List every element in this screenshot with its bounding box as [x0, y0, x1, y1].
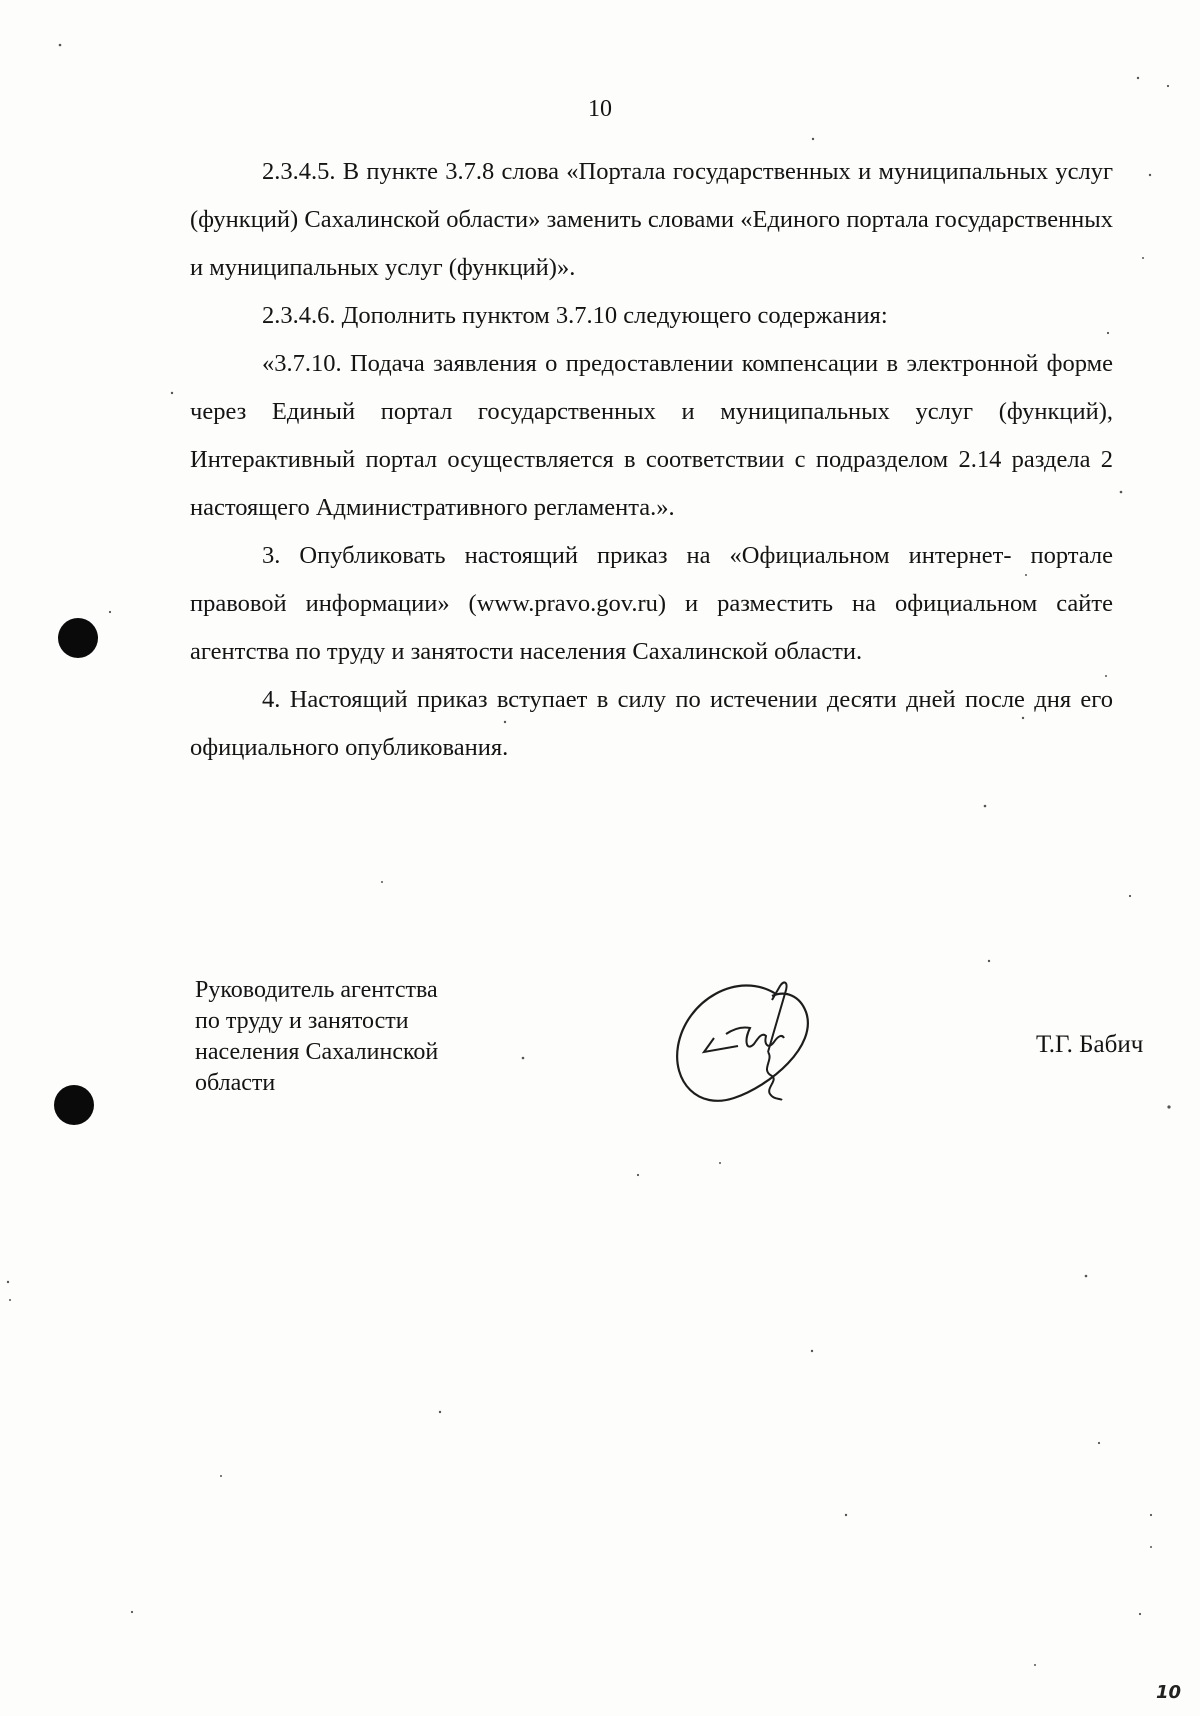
document-body: [190, 148, 1113, 772]
paragraph-2-3-4-5: [190, 148, 1113, 292]
signatory-position: [195, 975, 438, 1099]
paragraph-line: «Единого портала государственных и муниципальных услуг (функций)».: [190, 206, 1113, 281]
paragraph-line: электронной форме через Единый портал государственных и муниципальных: [190, 350, 1114, 425]
punch-hole: [54, 1085, 94, 1125]
signer-name: Т.Г. Бабич: [1036, 1031, 1144, 1058]
paragraph-line: области.: [774, 638, 863, 665]
paragraph-line: 2.3.4.5. В пункте 3.7.8 слова «Портала государственных и: [262, 158, 872, 185]
paragraph-4: [190, 676, 1113, 772]
paragraph-line: услуг (функций), Интерактивный портал осуществляется в соответствии с: [190, 398, 1114, 473]
paragraph-line: 2.3.4.6. Дополнить пунктом 3.7.10 следующего содержания:: [262, 302, 888, 329]
position-line: Руководитель агентства: [195, 977, 438, 1003]
paragraph-line: 3. Опубликовать настоящий приказ на «Официальном интернет-: [262, 542, 1012, 569]
handwritten-page-number: 10: [1156, 1682, 1182, 1703]
paragraph-line: официальном сайте агентства по труду и занятости населения Сахалинской: [190, 590, 1113, 665]
paragraph-line: «3.7.10. Подача заявления о предоставлении компенсации в: [262, 350, 899, 377]
paragraph-line: 4. Настоящий приказ вступает в силу по истечении десяти дней после: [262, 686, 1025, 713]
paragraph-2-3-4-6: [190, 292, 1113, 340]
paragraph-line: муниципальных услуг (функций) Сахалинской области» заменить словами: [190, 158, 1113, 233]
punch-hole: [58, 618, 98, 658]
handwritten-signature: [668, 960, 838, 1120]
paragraph-3: [190, 532, 1113, 676]
paragraph-line: подразделом 2.14 раздела 2 настоящего Административного регламента.».: [190, 446, 1113, 521]
position-line: по труду и занятости: [195, 1008, 409, 1034]
position-line: населения Сахалинской: [195, 1039, 439, 1065]
paragraph-line: портале правовой информации» (www.pravo.gov.ru) и разместить на: [190, 542, 1113, 617]
paragraph-3-7-10: [190, 340, 1113, 532]
paragraph-line: дня его официального опубликования.: [190, 686, 1113, 761]
page-number: 10: [588, 96, 612, 122]
position-line: области: [195, 1070, 276, 1096]
